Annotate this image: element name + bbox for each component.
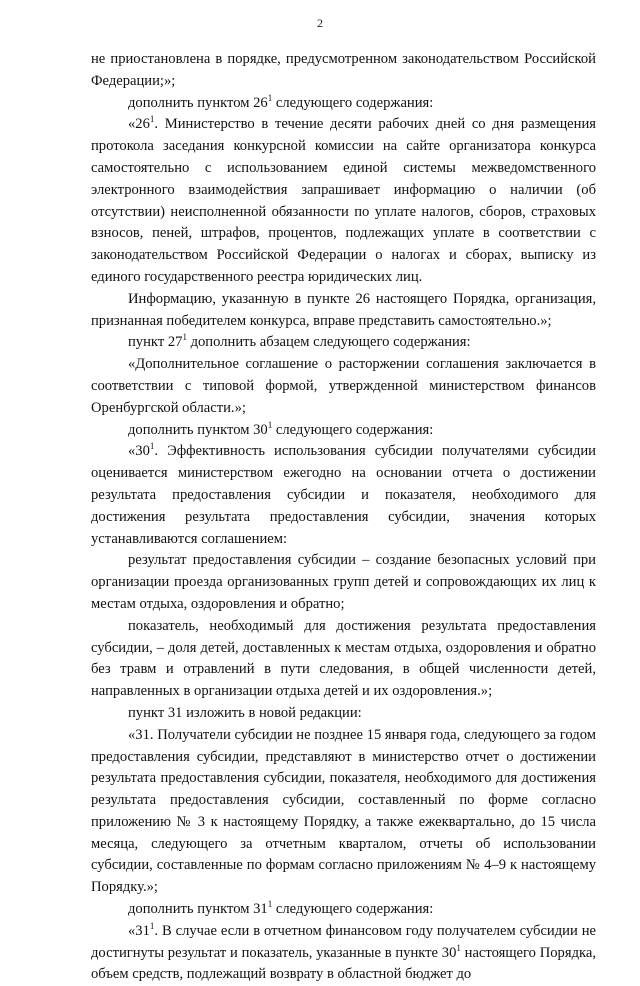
superscript-index: 1 xyxy=(149,114,155,125)
paragraph xyxy=(91,354,596,419)
paragraph xyxy=(91,899,596,921)
text-run: не приостановлена в порядке, предусмотренном законодательством Российской Федерации;»; xyxy=(91,51,596,89)
text-run: результат предоставления субсидии – создание безопасных условий при организации проезда организованных групп детей и сопровождающих их лиц к местам отдыха, оздоровления и обратно; xyxy=(91,552,596,612)
text-run: настоящего Порядка, объем средств, подлежащий возврату в областной бюджет до xyxy=(91,944,596,983)
text-run: дополнить пунктом 30 xyxy=(128,421,268,438)
paragraph xyxy=(91,420,596,442)
superscript-index: 1 xyxy=(456,942,461,953)
text-run: «26 xyxy=(128,116,150,133)
superscript-index: 1 xyxy=(149,441,155,452)
text-run: Информацию, указанную в пункте 26 настоящего Порядка, организация, признанная победителем конкурса, вправе представить самостоятельно.»; xyxy=(91,290,596,329)
document-body xyxy=(91,49,596,986)
paragraph xyxy=(91,49,596,93)
superscript-index: 1 xyxy=(182,332,187,343)
paragraph xyxy=(91,93,596,115)
text-run: «31 xyxy=(128,922,150,939)
paragraph xyxy=(91,921,596,986)
paragraph xyxy=(91,332,596,354)
text-run: «30 xyxy=(128,443,150,460)
paragraph xyxy=(91,289,596,333)
paragraph xyxy=(91,616,596,703)
text-run: дополнить абзацем следующего содержания: xyxy=(186,334,471,351)
paragraph xyxy=(91,114,596,288)
text-run: следующего содержания: xyxy=(272,94,434,111)
text-run: пункт 27 xyxy=(128,334,183,351)
text-run: следующего содержания: xyxy=(272,901,434,918)
superscript-index: 1 xyxy=(267,92,273,103)
page-number: 2 xyxy=(317,16,323,30)
text-run: следующего содержания: xyxy=(272,421,434,438)
text-run: . Эффективность использования субсидии получателями субсидии оценивается министерством ежегодно на основании отчета о достижении результата предоставления субсидии и показателя, необходимого для достижения результата предоставления субсидии, значения которых устанавливаются соглашением: xyxy=(91,443,596,547)
paragraph xyxy=(91,441,596,550)
text-run: «Дополнительное соглашение о расторжении соглашения заключается в соответствии с типовой формой, утвержденной министерством финансов Оренбургской области.»; xyxy=(91,356,596,416)
paragraph xyxy=(91,725,596,899)
superscript-index: 1 xyxy=(267,419,273,430)
text-run: . Министерство в течение десяти рабочих дней со дня размещения протокола заседания конкурсной комиссии на сайте организатора конкурса самостоятельно с использованием единой системы межведомственного электронного взаимодействия запрашивает информацию о наличии (об отсутствии) неисполненной обязанности по уплате налогов, сборов, страховых взносов, пеней, штрафов, процентов, подлежащих уплате в соответствии с законодательством Российской Федерации о налогах и сборах, выписку из единого государственного реестра юридических лиц. xyxy=(91,116,596,285)
text-run: дополнить пунктом 26 xyxy=(128,94,268,111)
superscript-index: 1 xyxy=(149,921,155,932)
paragraph xyxy=(91,550,596,615)
paragraph xyxy=(91,703,596,725)
text-run: показатель, необходимый для достижения результата предоставления субсидии, – доля детей, доставленных к местам отдыха, оздоровления и обратно без травм и отравлений в пути следования, в общей численности детей, направленных в организации отдыха детей и их оздоровления.»; xyxy=(91,617,596,700)
text-run: . В случае если в отчетном финансовом году получателем субсидии не достигнуты результат и показатель, указанные в пункте 30 xyxy=(91,922,596,961)
text-run: пункт 31 изложить в новой редакции: xyxy=(128,704,362,721)
text-run: дополнить пунктом 31 xyxy=(128,901,268,918)
text-run: «31. Получатели субсидии не позднее 15 января года, следующего за годом предоставления субсидии, представляют в министерство отчет о достижении результата предоставления субсидии, показателя, необходимого для достижения результата предоставления субсидии, составленный по форме согласно приложению № 3 к настоящему Порядку, а также ежеквартально, до 15 числа месяца, следующего за отчетным кварталом, отчеты об использовании субсидии, составленные по формам согласно приложениям № 4–9 к настоящему Порядку.»; xyxy=(91,726,596,896)
superscript-index: 1 xyxy=(267,899,273,910)
